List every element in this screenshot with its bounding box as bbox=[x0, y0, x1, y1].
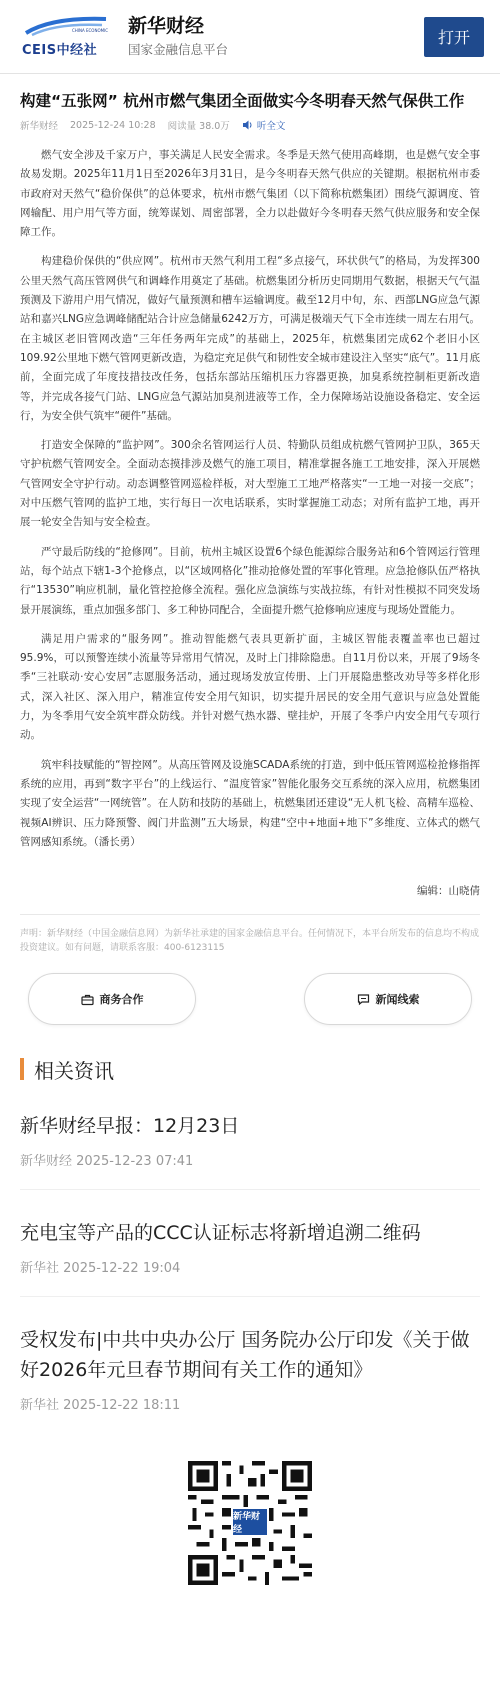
news-meta bbox=[20, 1397, 480, 1415]
article-meta bbox=[20, 116, 480, 134]
article bbox=[0, 74, 500, 955]
article-source: 新华财经 bbox=[20, 121, 59, 132]
news-tip-label: 新闻线索 bbox=[375, 993, 420, 1007]
qr-section bbox=[0, 1461, 500, 1585]
app-header bbox=[0, 0, 500, 74]
related-header bbox=[20, 1055, 480, 1083]
article-paragraph: 打造安全保障的“监护网”。300余名管网运行人员、特勤队员组成杭燃气管网护卫队，365天守护杭燃气管网安全。全面动态摸排涉及燃气的施工项目，精准掌握各施工工地安排，深入开展燃气管网安全守护行动。动态调整管网巡检样板，对大型施工工地严格落实“一工地一对接一交底”；对中压燃气管网的监护工地，实行每日一次电话联系，实时掌握施工动态；对所有监护工地，再开展一轮安全告知与安全检查。 bbox=[20, 439, 480, 529]
brand-subtitle: 国家金融信息平台 bbox=[128, 42, 229, 57]
news-meta bbox=[20, 1153, 480, 1171]
ceis-logo[interactable] bbox=[22, 11, 110, 63]
section-accent-bar bbox=[20, 1058, 24, 1080]
article-paragraph: 满足用户需求的“服务网”。推动智能燃气表具更新扩面，主城区智能表覆盖率也已超过95.9%，可以预警连续小流量等异常用气情况，及时上门排除隐患。自11月份以来，开展了9场冬季“三社联动·安心安居”志愿服务活动，通过现场发放宣传册、上门开展隐患整改劝导等多样化形式，深入社区、深入用户，精准宣传安全用气知识，切实提升居民的安全用气意识与应急处置能力，为冬季用气安全筑牢群众防线。并针对燃气热水器、壁挂炉，开展了冬季户内安全用气专项行动。 bbox=[20, 632, 480, 742]
speaker-icon bbox=[242, 119, 254, 131]
news-separator bbox=[20, 1296, 480, 1297]
business-cooperation-button[interactable] bbox=[28, 973, 196, 1025]
article-editor: 编辑：山晓倩 bbox=[417, 885, 480, 898]
message-icon bbox=[357, 993, 370, 1006]
news-separator bbox=[20, 1189, 480, 1190]
related-news-item[interactable] bbox=[20, 1111, 480, 1190]
logo-text: CEIS中经社 bbox=[22, 43, 98, 58]
action-buttons bbox=[0, 955, 500, 1025]
article-body bbox=[20, 146, 480, 852]
article-paragraph: 筑牢科技赋能的“智控网”。从高压管网及设施SCADA系统的打造，到中低压管网巡检抢修指挥系统的应用，再到“数字平台”的上线运行、“温度管家”智能化服务交互系统的深入应用，杭燃集团实现了安全运营“一网统管”。在人防和技防的基础上，杭燃集团还建设“无人机飞检、高精车巡检、视频AI辨识、压力降预警、阀门井监测”五大场景，构建“空中+地面+地下”多维度、立体式的燃气管网感知系统。（潘长勇） bbox=[20, 758, 480, 848]
article-paragraph: 严守最后防线的“抢修网”。目前，杭州主城区设置6个绿色能源综合服务站和6个管网运行管理站，每个站点下辖1-3个抢修点，以“区域网格化”推动抢修处置的军事化管理。应急抢修队伍严格执行“13530”响应机制，量化管控抢修全流程。强化应急演练与实战拉练，有针对性模拟不同突发场景开展演练，重点加强多部门、多工种协同配合，全面提升燃气抢修响应速度与现场处置能力。 bbox=[20, 545, 480, 616]
open-app-button[interactable]: 打开 bbox=[424, 17, 484, 57]
listen-label: 听全文 bbox=[256, 121, 286, 132]
article-paragraph: 构建稳价保供的“供应网”。杭州市天然气利用工程“多点接气，环状供气”的格局，为发挥300公里天然气高压管网供气和调峰作用奠定了基础。杭燃集团分析历史同期用气数据，根据天气气温预测及下游用户用气情况，做好气量预测和槽车运输调度。截至12月中旬，东、西部LNG应急气源站和嘉兴LNG应急调峰储配站合计应急储量6242万方，可满足极端天气下全市连续一周左右用气。在主城区老旧管网改造“三年任务两年完成”的基础上，2025年，杭燃集团完成62个老旧小区109.92公里地下燃气管网更新改造，为稳定充足供气和韧性安全城市建设注入坚实“底气”。11月底前，全面完成了年度技措技改任务，包括东部站压缩机压力容器更换，加臭系统控制柜更新改造等，并完成各接气门站、LNG应急气源站加臭剂进液等工作，全力保障场站设施设备稳定、安全运行，为安全供气筑牢“硬件”基础。 bbox=[20, 255, 480, 422]
brand-title: 新华财经 bbox=[128, 15, 205, 37]
listen-button[interactable] bbox=[242, 118, 298, 132]
news-title: 充电宝等产品的CCC认证标志将新增追溯二维码 bbox=[20, 1222, 421, 1245]
related-news-item[interactable] bbox=[20, 1325, 480, 1415]
related-news bbox=[0, 1055, 500, 1415]
disclaimer: 声明：新华财经（中国金融信息网）为新华社承建的国家金融信息平台。任何情况下，本平台所发布的信息均不构成投资建议。如有问题，请联系客服：400-6123115 bbox=[20, 929, 480, 954]
article-reads: 阅读量 38.0万 bbox=[167, 121, 230, 132]
related-news-item[interactable] bbox=[20, 1218, 480, 1297]
news-datetime: 2025-12-22 19:04 bbox=[63, 1261, 181, 1277]
news-title: 新华财经早报：12月23日 bbox=[20, 1115, 240, 1138]
qr-badge: 新华财经 bbox=[231, 1507, 269, 1537]
news-datetime: 2025-12-23 07:41 bbox=[76, 1154, 194, 1170]
news-title: 受权发布|中共中央办公厅 国务院办公厅印发《关于做好2026年元旦春节期间有关工作的通知》 bbox=[20, 1329, 470, 1382]
related-heading: 相关资讯 bbox=[34, 1058, 114, 1083]
news-source: 新华财经 bbox=[20, 1154, 73, 1170]
divider bbox=[20, 914, 480, 915]
article-datetime: 2025-12-24 10:28 bbox=[70, 119, 156, 131]
article-title: 构建“五张网” 杭州市燃气集团全面做实今冬明春天然气保供工作 bbox=[20, 92, 465, 110]
brand bbox=[128, 14, 228, 59]
business-cooperation-label: 商务合作 bbox=[99, 993, 144, 1007]
news-source: 新华社 bbox=[20, 1261, 60, 1277]
news-tip-button[interactable] bbox=[304, 973, 472, 1025]
svg-text:CHINA ECONOMIC: CHINA ECONOMIC bbox=[72, 28, 109, 33]
news-source: 新华社 bbox=[20, 1398, 60, 1414]
news-meta bbox=[20, 1260, 480, 1278]
logo-wave-icon bbox=[22, 15, 110, 37]
briefcase-icon bbox=[81, 993, 94, 1006]
article-paragraph: 燃气安全涉及千家万户，事关满足人民安全需求。冬季是天然气使用高峰期，也是燃气安全事故易发期。2025年11月1日至2026年3月31日，是今冬明春天然气供应的关键期。根据杭州市委市政府对天然气“稳价保供”的总体要求，杭州市燃气集团（以下简称杭燃集团）围绕气源调度、管网输配、用户用气等方面，统筹谋划、周密部署，全力以赴做好今冬明春天然气供应服务和安全保障工作。 bbox=[20, 149, 480, 239]
qr-code[interactable] bbox=[188, 1461, 312, 1585]
news-datetime: 2025-12-22 18:11 bbox=[63, 1398, 181, 1414]
